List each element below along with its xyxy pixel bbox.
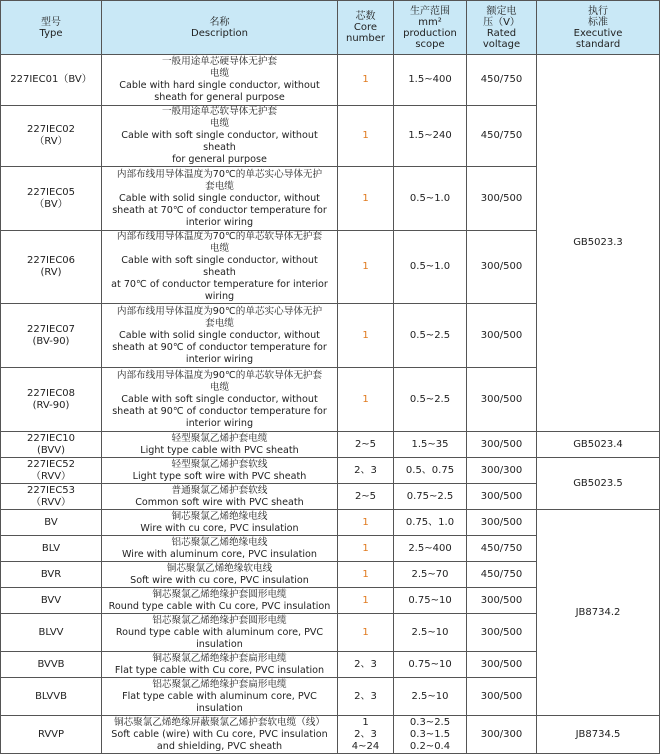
cell-description: 内部布线用导体温度为70℃的单芯软导体无护套 电缆 Cable with soft single conductor, without sheath at 70℃ of conductor temperature for interior wiring — [102, 231, 338, 304]
cell-core: 2、3 — [338, 458, 394, 484]
cell-standard: JB8734.2 — [537, 510, 660, 716]
table-row — [1, 510, 660, 536]
cell-voltage: 300/500 — [467, 614, 537, 652]
cell-scope: 0.5~2.5 — [394, 304, 467, 368]
cell-description: 铜芯聚氯乙烯绝缘护套圆形电缆 Round type cable with Cu core, PVC insulation — [102, 588, 338, 614]
cell-core: 1 — [338, 167, 394, 231]
cell-description: 普通聚氯乙烯护套软线 Common soft wire with PVC sheath — [102, 484, 338, 510]
cell-core: 2~5 — [338, 432, 394, 458]
cell-type: BVVB — [1, 652, 102, 678]
cell-core: 1 — [338, 55, 394, 106]
cell-core: 2、3 — [338, 678, 394, 716]
cell-voltage: 450/750 — [467, 106, 537, 167]
cell-core: 1 2、3 4~24 — [338, 716, 394, 754]
cell-type: 227IEC01（BV） — [1, 55, 102, 106]
cell-description: 内部布线用导体温度为70℃的单芯实心导体无护 套电缆 Cable with solid single conductor, without sheath at 70℃ of conductor temperature for interior wiring — [102, 167, 338, 231]
cell-type: BLV — [1, 536, 102, 562]
cell-scope: 0.5~2.5 — [394, 368, 467, 432]
cell-core: 1 — [338, 588, 394, 614]
cell-type: BLVV — [1, 614, 102, 652]
cell-type: 227IEC52 （RVV） — [1, 458, 102, 484]
cell-core: 1 — [338, 231, 394, 304]
cell-core: 1 — [338, 304, 394, 368]
cell-scope: 0.75~10 — [394, 652, 467, 678]
cell-description: 内部布线用导体温度为90℃的单芯实心导体无护 套电缆 Cable with solid single conductor, without sheath at 90℃ of conductor temperature for interior wiring — [102, 304, 338, 368]
cell-voltage: 300/500 — [467, 304, 537, 368]
table-row — [1, 458, 660, 484]
cell-scope: 0.5、0.75 — [394, 458, 467, 484]
cell-standard: JB8734.5 — [537, 716, 660, 754]
cell-description: 铜芯聚氯乙烯绝缘护套扁形电缆 Flat type cable with Cu core, PVC insulation — [102, 652, 338, 678]
cell-standard: GB5023.4 — [537, 432, 660, 458]
cell-voltage: 300/500 — [467, 588, 537, 614]
cell-type: BV — [1, 510, 102, 536]
cell-voltage: 300/500 — [467, 510, 537, 536]
cell-core: 2~5 — [338, 484, 394, 510]
cell-description: 铝芯聚氯乙烯绝缘电线 Wire with aluminum core, PVC insulation — [102, 536, 338, 562]
cell-type: 227IEC10 (BVV) — [1, 432, 102, 458]
cell-type: RVVP — [1, 716, 102, 754]
cell-scope: 2.5~70 — [394, 562, 467, 588]
cell-description: 铜芯聚氯乙烯绝缘软电线 Soft wire with cu core, PVC insulation — [102, 562, 338, 588]
cell-voltage: 300/500 — [467, 432, 537, 458]
cell-type: BVR — [1, 562, 102, 588]
header-core-number: 芯数 Core number — [338, 1, 394, 55]
cell-voltage: 300/500 — [467, 484, 537, 510]
table-row — [1, 55, 660, 106]
cell-core: 1 — [338, 368, 394, 432]
cell-description: 一般用途单芯软导体无护套 电缆 Cable with soft single conductor, without sheath for general purpose — [102, 106, 338, 167]
cell-type: BLVVB — [1, 678, 102, 716]
cell-voltage: 300/300 — [467, 458, 537, 484]
cell-scope: 0.5~1.0 — [394, 167, 467, 231]
cell-core: 1 — [338, 614, 394, 652]
header-rated-voltage: 额定电 压（V） Rated voltage — [467, 1, 537, 55]
cell-standard: GB5023.5 — [537, 458, 660, 510]
header-description: 名称 Description — [102, 1, 338, 55]
cell-core: 2、3 — [338, 652, 394, 678]
cell-voltage: 300/500 — [467, 652, 537, 678]
cell-type: 227IEC08 (RV-90) — [1, 368, 102, 432]
cell-description: 轻型聚氯乙烯护套软线 Light type soft wire with PVC sheath — [102, 458, 338, 484]
cell-type: 227IEC06 (RV) — [1, 231, 102, 304]
cell-description: 内部布线用导体温度为90℃的单芯软导体无护套 电缆 Cable with soft single conductor, without sheath at 90℃ of conductor temperature for interior wiring — [102, 368, 338, 432]
cell-scope: 0.5~1.0 — [394, 231, 467, 304]
cell-description: 一般用途单芯硬导体无护套 电缆 Cable with hard single conductor, without sheath for general purpose — [102, 55, 338, 106]
cell-voltage: 300/500 — [467, 167, 537, 231]
cell-scope: 0.75、1.0 — [394, 510, 467, 536]
cell-scope: 0.75~10 — [394, 588, 467, 614]
header-type: 型号 Type — [1, 1, 102, 55]
cell-description: 轻型聚氯乙烯护套电缆 Light type cable with PVC sheath — [102, 432, 338, 458]
cell-description: 铝芯聚氯乙烯绝缘护套扁形电缆 Flat type cable with aluminum core, PVC insulation — [102, 678, 338, 716]
cell-description: 铝芯聚氯乙烯绝缘护套圆形电缆 Round type cable with aluminum core, PVC insulation — [102, 614, 338, 652]
cell-scope: 1.5~240 — [394, 106, 467, 167]
cell-type: BVV — [1, 588, 102, 614]
cell-scope: 2.5~10 — [394, 614, 467, 652]
cell-scope: 2.5~10 — [394, 678, 467, 716]
cell-voltage: 450/750 — [467, 536, 537, 562]
cell-type: 227IEC07 (BV-90) — [1, 304, 102, 368]
cell-standard: GB5023.3 — [537, 55, 660, 432]
cell-voltage: 300/500 — [467, 368, 537, 432]
header-row — [1, 1, 660, 55]
cell-core: 1 — [338, 510, 394, 536]
cell-type: 227IEC53 （RVV） — [1, 484, 102, 510]
cell-scope: 1.5~400 — [394, 55, 467, 106]
table-row — [1, 432, 660, 458]
header-production-scope: 生产范围 mm² production scope — [394, 1, 467, 55]
cell-scope: 0.75~2.5 — [394, 484, 467, 510]
cell-description: 铜芯聚氯乙烯绝缘屏蔽聚氯乙烯护套软电缆（线） Soft cable (wire) with Cu core, PVC insulation and shielding, PVC sheath — [102, 716, 338, 754]
cell-core: 1 — [338, 562, 394, 588]
cell-type: 227IEC05 （BV） — [1, 167, 102, 231]
cell-voltage: 300/300 — [467, 716, 537, 754]
header-executive-standard: 执行 标准 Executive standard — [537, 1, 660, 55]
table-row — [1, 716, 660, 754]
cell-voltage: 300/500 — [467, 678, 537, 716]
cell-voltage: 450/750 — [467, 562, 537, 588]
cell-voltage: 450/750 — [467, 55, 537, 106]
cell-scope: 1.5~35 — [394, 432, 467, 458]
cell-voltage: 300/500 — [467, 231, 537, 304]
cell-scope: 0.3~2.5 0.3~1.5 0.2~0.4 — [394, 716, 467, 754]
cell-scope: 2.5~400 — [394, 536, 467, 562]
cell-type: 227IEC02 （RV） — [1, 106, 102, 167]
cell-core: 1 — [338, 106, 394, 167]
cell-core: 1 — [338, 536, 394, 562]
cell-description: 铜芯聚氯乙烯绝缘电线 Wire with cu core, PVC insulation — [102, 510, 338, 536]
